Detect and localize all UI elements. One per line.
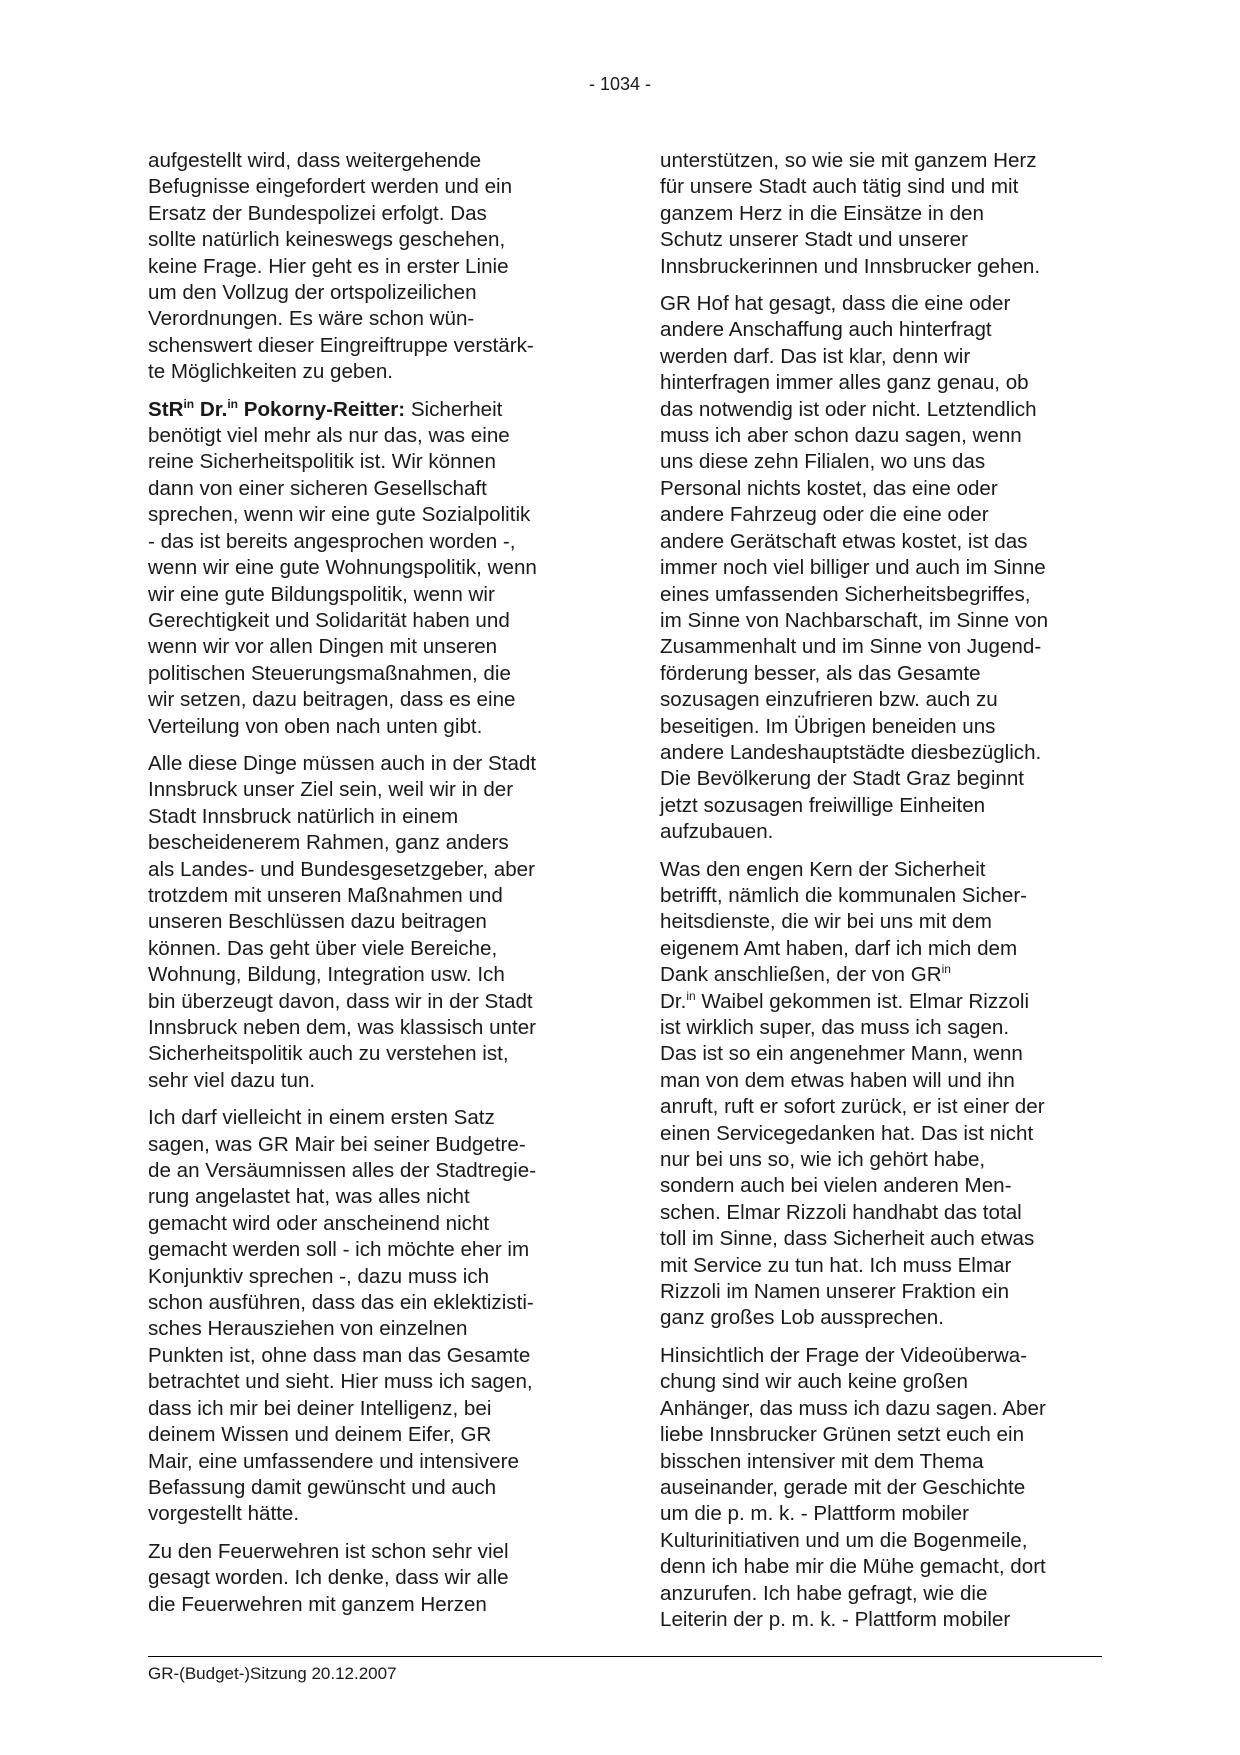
text-line: ist wirklich super, das muss ich sagen. bbox=[660, 1016, 1010, 1039]
text-line: Befassung damit gewünscht und auch bbox=[148, 1475, 497, 1499]
text-line: Mair, eine umfassendere und intensivere bbox=[148, 1449, 519, 1473]
footer-rule bbox=[148, 1656, 1102, 1657]
text-line: jetzt sozusagen freiwillige Einheiten bbox=[660, 793, 986, 817]
text-line: wenn wir vor allen Dingen mit unseren bbox=[148, 635, 498, 659]
text-line: gemacht wird oder anscheinend nicht bbox=[148, 1211, 490, 1235]
text-line: können. Das geht über viele Bereiche, bbox=[148, 936, 498, 960]
text-line: schenswert dieser Eingreiftruppe verstärk- bbox=[148, 333, 534, 357]
text-line: werden darf. Das ist klar, denn wir bbox=[660, 344, 971, 368]
text-line: als Landes- und Bundesgesetzgeber, aber bbox=[148, 857, 535, 881]
text-line: um den Vollzug der ortspolizeilichen bbox=[148, 281, 477, 305]
speaker-paragraph bbox=[148, 397, 593, 740]
text-line: te Möglichkeiten zu geben. bbox=[148, 360, 393, 384]
text-line: sches Herausziehen von einzelnen bbox=[148, 1317, 468, 1341]
text-line: andere Gerätschaft etwas kostet, ist das bbox=[660, 529, 1028, 553]
text-line: dann von einer sicheren Gesellschaft bbox=[148, 476, 487, 500]
text-line: anruft, ruft er sofort zurück, er ist einer der bbox=[660, 1095, 1045, 1119]
line-text: Dank anschließen, der von GR bbox=[660, 963, 942, 987]
text-line: Befugnisse eingefordert werden und ein bbox=[148, 175, 513, 199]
speaker-degree: Dr. bbox=[194, 397, 228, 421]
paragraph bbox=[660, 148, 1105, 280]
speech-start: Sicherheit bbox=[405, 397, 503, 421]
text-line: liebe Innsbrucker Grünen setzt euch ein bbox=[660, 1423, 1025, 1447]
text-line: immer noch viel billiger und auch im Sinne bbox=[660, 556, 1046, 580]
text-line: Die Bevölkerung der Stadt Graz beginnt bbox=[660, 767, 1025, 791]
text-line: das notwendig ist oder nicht. Letztendlich bbox=[660, 397, 1037, 421]
text-line bbox=[660, 989, 1105, 1015]
text-line: einen Servicegedanken hat. Das ist nicht bbox=[660, 1121, 1034, 1145]
text-line: Konjunktiv sprechen -, dazu muss ich bbox=[148, 1264, 490, 1288]
text-line: Leiterin der p. m. k. - Plattform mobiler bbox=[660, 1607, 1011, 1631]
text-line: unterstützen, so wie sie mit ganzem Herz bbox=[660, 149, 1037, 172]
text-line: wir eine gute Bildungspolitik, wenn wir bbox=[148, 582, 495, 606]
text-line: Punkten ist, ohne dass man das Gesamte bbox=[148, 1343, 531, 1367]
text-line: Das ist so ein angenehmer Mann, wenn bbox=[660, 1042, 1023, 1066]
page-number: - 1034 - bbox=[588, 74, 652, 94]
text-line: eigenem Amt haben, darf ich mich dem bbox=[660, 936, 1018, 960]
footer-text: GR-(Budget-)Sitzung 20.12.2007 bbox=[148, 1664, 397, 1683]
paragraph bbox=[148, 148, 593, 386]
text-line: Innsbruck neben dem, was klassisch unter bbox=[148, 1016, 537, 1039]
speaker-name bbox=[148, 398, 405, 421]
text-line: man von dem etwas haben will und ihn bbox=[660, 1068, 1015, 1092]
text-line: ganzem Herz in die Einsätze in den bbox=[660, 201, 984, 225]
text-line: Innsbruck unser Ziel sein, weil wir in der bbox=[148, 778, 514, 802]
text-line: sollte natürlich keineswegs geschehen, bbox=[148, 228, 506, 252]
superscript: in bbox=[183, 396, 195, 411]
speaker-first-line bbox=[148, 397, 593, 423]
paragraph-lines bbox=[660, 857, 1105, 963]
speaker-surname: Pokorny-Reitter: bbox=[238, 397, 406, 421]
text-line: Sicherheitspolitik auch zu verstehen ist, bbox=[148, 1042, 509, 1066]
line-text: Waibel gekommen ist. Elmar Rizzoli bbox=[695, 989, 1030, 1013]
paragraph bbox=[660, 291, 1105, 846]
text-line: Anhänger, das muss ich dazu sagen. Aber bbox=[660, 1396, 1046, 1420]
text-line: Gerechtigkeit und Solidarität haben und bbox=[148, 608, 510, 632]
text-line: auseinander, gerade mit der Geschichte bbox=[660, 1475, 1026, 1499]
text-line: Alle diese Dinge müssen auch in der Stadt bbox=[148, 751, 537, 775]
text-line: Hinsichtlich der Frage der Videoüberwa- bbox=[660, 1343, 1028, 1367]
text-line: sagen, was GR Mair bei seiner Budgetre- bbox=[148, 1132, 526, 1156]
text-line: Rizzoli im Namen unserer Fraktion ein bbox=[660, 1280, 1010, 1304]
text-line: bisschen intensiver mit dem Thema bbox=[660, 1449, 984, 1473]
text-line: gemacht werden soll - ich möchte eher im bbox=[148, 1238, 530, 1262]
text-line: Personal nichts kostet, das eine oder bbox=[660, 476, 998, 500]
text-line: keine Frage. Hier geht es in erster Linie bbox=[148, 254, 509, 278]
text-line: muss ich aber schon dazu sagen, wenn bbox=[660, 424, 1022, 448]
text-line: im Sinne von Nachbarschaft, im Sinne von bbox=[660, 608, 1049, 632]
text-line: vorgestellt hätte. bbox=[148, 1502, 300, 1526]
text-line: andere Anschaffung auch hinterfragt bbox=[660, 318, 992, 342]
text-line: nur bei uns so, wie ich gehört habe, bbox=[660, 1148, 986, 1172]
text-line: Ersatz der Bundespolizei erfolgt. Das bbox=[148, 201, 487, 225]
text-line: trotzdem mit unseren Maßnahmen und bbox=[148, 883, 503, 907]
paragraph-lines bbox=[660, 1015, 1105, 1332]
text-line: wenn wir eine gute Wohnungspolitik, wenn bbox=[148, 556, 537, 580]
text-line: bescheidenerem Rahmen, ganz anders bbox=[148, 831, 509, 855]
text-line: andere Landeshauptstädte diesbezüglich. bbox=[660, 740, 1042, 764]
paragraph bbox=[148, 1105, 593, 1528]
speech-lines bbox=[148, 423, 593, 740]
text-line: de an Versäumnissen alles der Stadtregie- bbox=[148, 1159, 537, 1183]
text-line: Stadt Innsbruck natürlich in einem bbox=[148, 804, 459, 828]
text-line: förderung besser, als das Gesamte bbox=[660, 661, 981, 685]
text-line: unseren Beschlüssen dazu beitragen bbox=[148, 910, 487, 934]
text-line: betrifft, nämlich die kommunalen Sicher- bbox=[660, 883, 1028, 907]
text-line: denn ich habe mir die Mühe gemacht, dort bbox=[660, 1555, 1046, 1579]
speaker-title: StR bbox=[148, 397, 184, 421]
paragraph bbox=[660, 1343, 1105, 1633]
text-line: Zu den Feuerwehren ist schon sehr viel bbox=[148, 1539, 509, 1563]
text-line: beseitigen. Im Übrigen beneiden uns bbox=[660, 714, 996, 738]
text-line: Zusammenhalt und im Sinne von Jugend- bbox=[660, 635, 1042, 659]
text-line: Kulturinitiativen und um die Bogenmeile, bbox=[660, 1528, 1028, 1552]
text-line: bin überzeugt davon, dass wir in der Stadt bbox=[148, 989, 533, 1013]
text-line: ganz großes Lob aussprechen. bbox=[660, 1306, 944, 1330]
text-line: andere Fahrzeug oder die eine oder bbox=[660, 503, 989, 527]
text-line: Wohnung, Bildung, Integration usw. Ich bbox=[148, 963, 505, 987]
text-line: Verordnungen. Es wäre schon wün- bbox=[148, 307, 475, 331]
text-line: uns diese zehn Filialen, wo uns das bbox=[660, 450, 986, 474]
text-line: chung sind wir auch keine großen bbox=[660, 1370, 968, 1394]
text-line: Was den engen Kern der Sicherheit bbox=[660, 857, 986, 881]
text-line: GR Hof hat gesagt, dass die eine oder bbox=[660, 292, 1011, 316]
text-line: wir setzen, dazu beitragen, dass es eine bbox=[148, 688, 516, 712]
superscript: in bbox=[941, 962, 951, 977]
text-line: schon ausführen, dass das ein eklektizisti- bbox=[148, 1291, 534, 1315]
text-line: rung angelastet hat, was alles nicht bbox=[148, 1185, 470, 1209]
text-line: Verteilung von oben nach unten gibt. bbox=[148, 714, 483, 738]
text-line: die Feuerwehren mit ganzem Herzen bbox=[148, 1592, 487, 1616]
text-line: - das ist bereits angesprochen worden -, bbox=[148, 529, 516, 553]
text-line: Innsbruckerinnen und Innsbrucker gehen. bbox=[660, 254, 1041, 278]
text-line bbox=[660, 962, 1105, 988]
line-text: Dr. bbox=[660, 989, 687, 1013]
text-line: Schutz unserer Stadt und unserer bbox=[660, 228, 968, 252]
text-line: deinem Wissen und deinem Eifer, GR bbox=[148, 1423, 492, 1447]
text-line: sondern auch bei vielen anderen Men- bbox=[660, 1174, 1012, 1198]
text-line: um die p. m. k. - Plattform mobiler bbox=[660, 1502, 969, 1526]
superscript: in bbox=[227, 396, 239, 411]
text-line: politischen Steuerungsmaßnahmen, die bbox=[148, 661, 511, 685]
text-line: schen. Elmar Rizzoli handhabt das total bbox=[660, 1200, 1022, 1224]
text-line: sprechen, wenn wir eine gute Sozialpolitik bbox=[148, 503, 531, 527]
text-line: aufzubauen. bbox=[660, 820, 774, 844]
text-line: toll im Sinne, dass Sicherheit auch etwas bbox=[660, 1227, 1035, 1251]
text-line: sozusagen einzufrieren bzw. auch zu bbox=[660, 688, 998, 712]
text-line: mit Service zu tun hat. Ich muss Elmar bbox=[660, 1253, 1012, 1277]
text-line: Ich darf vielleicht in einem ersten Satz bbox=[148, 1106, 495, 1130]
text-line: hinterfragen immer alles ganz genau, ob bbox=[660, 371, 1029, 395]
left-column bbox=[148, 148, 593, 1629]
text-line: heitsdienste, die wir bei uns mit dem bbox=[660, 910, 992, 934]
text-line: gesagt worden. Ich denke, dass wir alle bbox=[148, 1566, 509, 1590]
text-line: für unsere Stadt auch tätig sind und mit bbox=[660, 175, 1019, 199]
paragraph bbox=[148, 751, 593, 1094]
superscript: in bbox=[686, 988, 696, 1003]
text-line: eines umfassenden Sicherheitsbegriffes, bbox=[660, 582, 1031, 606]
text-line: anzurufen. Ich habe gefragt, wie die bbox=[660, 1581, 988, 1605]
paragraph bbox=[148, 1539, 593, 1618]
text-line: aufgestellt wird, dass weitergehende bbox=[148, 149, 482, 172]
text-line: betrachtet und sieht. Hier muss ich sagen, bbox=[148, 1370, 533, 1394]
text-line: sehr viel dazu tun. bbox=[148, 1068, 316, 1092]
text-line: benötigt viel mehr als nur das, was eine bbox=[148, 424, 510, 448]
paragraph bbox=[660, 857, 1105, 1332]
text-line: dass ich mir bei deiner Intelligenz, bei bbox=[148, 1396, 492, 1420]
right-column bbox=[660, 148, 1105, 1644]
text-line: reine Sicherheitspolitik ist. Wir können bbox=[148, 450, 496, 474]
